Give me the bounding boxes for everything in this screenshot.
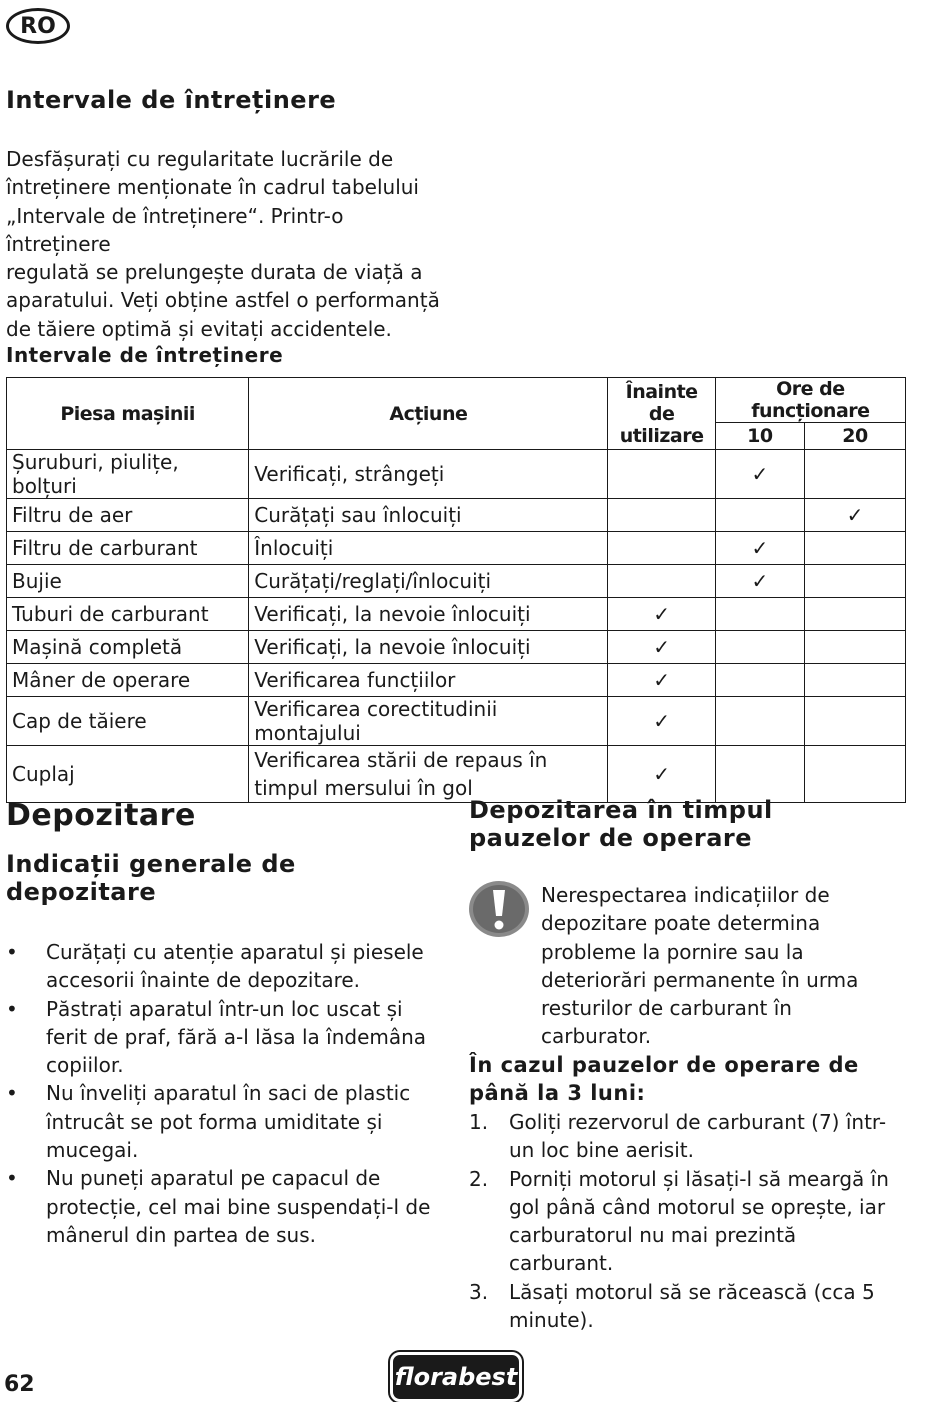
- intro-line: „Intervale de întreținere“. Printr-o întreținere: [6, 203, 344, 256]
- header-before-line1: Înainte de: [625, 380, 698, 425]
- step-text: Porniți motorul și lăsați-l să meargă în gol până când motorul se oprește, iar carburatorul nu mai prezintă carburant.: [509, 1166, 889, 1276]
- list-item-text: Nu înveliți aparatul în saci de plastic întrucât se pot forma umiditate și mucegai.: [46, 1081, 411, 1163]
- list-item-text: Păstrați aparatul într-un loc uscat și ferit de praf, fără a-l lăsa la îndemâna copiilor.: [46, 996, 427, 1078]
- table-header-row: [7, 378, 906, 423]
- intro-line: Desfășurați cu regularitate lucrările de: [6, 147, 394, 171]
- step-number: 3.: [469, 1279, 489, 1304]
- bullet-icon: •: [6, 996, 18, 1021]
- header-before-use: [608, 378, 715, 450]
- cell-h20: [805, 631, 906, 664]
- cell-part: Mâner de operare: [7, 664, 249, 697]
- cell-h20: [805, 598, 906, 631]
- cell-h10: [715, 631, 804, 664]
- cell-action-line: Verificarea stării de repaus în: [254, 748, 548, 772]
- table-row: [7, 565, 906, 598]
- cell-before: ✓: [608, 598, 715, 631]
- cell-part: Cuplaj: [7, 746, 249, 803]
- storage-bullet-list: [6, 938, 446, 1249]
- bullet-icon: •: [6, 1081, 18, 1106]
- step-text: Goliți rezervorul de carburant (7) într-un loc bine aerisit.: [509, 1110, 887, 1163]
- pause-subtitle: În cazul pauzelor de operare de până la 3 luni:: [469, 1053, 859, 1105]
- cell-h10: ✓: [715, 450, 804, 499]
- cell-h20: [805, 664, 906, 697]
- list-item: [6, 938, 446, 995]
- intro-line: aparatului. Veți obține astfel o performanță: [6, 288, 440, 313]
- cell-action: Verificați, strângeți: [249, 450, 608, 499]
- cell-h10: ✓: [715, 565, 804, 598]
- cell-part: Tuburi de carburant: [7, 598, 249, 631]
- cell-h20: [805, 565, 906, 598]
- cell-part: Mașină completă: [7, 631, 249, 664]
- cell-action-line: timpul mersului în gol: [254, 776, 473, 800]
- cell-action: [249, 746, 608, 803]
- step-text: Lăsați motorul să se răcească (cca 5 minute).: [509, 1279, 875, 1333]
- header-part: Piesa mașinii: [7, 378, 249, 450]
- cell-before: [608, 450, 715, 499]
- brand-logo: [390, 1352, 522, 1402]
- intro-line: întreținere menționate în cadrul tabelului: [6, 175, 419, 200]
- cell-h10: [715, 746, 804, 803]
- intro-line: de tăiere optimă și evitați accidentele.: [6, 316, 392, 341]
- list-item: [6, 1164, 446, 1249]
- logo-text: florabest: [394, 1363, 518, 1391]
- table-row: [7, 746, 906, 803]
- cell-h20: [805, 746, 906, 803]
- cell-h10: [715, 499, 804, 532]
- header-hours-10: 10: [715, 423, 804, 450]
- cell-before: [608, 499, 715, 532]
- cell-part: Bujie: [7, 565, 249, 598]
- list-item: [469, 1278, 889, 1335]
- cell-before: ✓: [608, 746, 715, 803]
- cell-before: ✓: [608, 664, 715, 697]
- list-item: [469, 1108, 889, 1165]
- cell-h20: ✓: [805, 499, 906, 532]
- cell-part: Filtru de aer: [7, 499, 249, 532]
- page-number: 62: [4, 1372, 35, 1397]
- cell-h10: [715, 598, 804, 631]
- cell-before: ✓: [608, 631, 715, 664]
- exclamation-icon: [468, 880, 530, 938]
- list-item: [6, 1079, 446, 1164]
- table-row: [7, 664, 906, 697]
- table-row: [7, 631, 906, 664]
- table-row: [7, 598, 906, 631]
- list-item: [6, 995, 446, 1080]
- cell-action: Curățați/reglați/înlocuiți: [249, 565, 608, 598]
- cell-h20: [805, 450, 906, 499]
- cell-part: Șuruburi, piulițe, bolțuri: [7, 450, 249, 499]
- cell-action: Verificarea funcțiilor: [249, 664, 608, 697]
- table-row: [7, 697, 906, 746]
- intro-line: regulată se prelungește durata de viață a: [6, 260, 423, 285]
- table-title: Intervale de întreținere: [6, 343, 284, 367]
- cell-part: Filtru de carburant: [7, 532, 249, 565]
- header-operating-hours: Ore de funcționare: [715, 378, 905, 423]
- list-item-text: Nu puneți aparatul pe capacul de protecție, cel mai bine suspendați-l de mânerul din partea de sus.: [46, 1166, 431, 1247]
- cell-before: [608, 565, 715, 598]
- list-item: [469, 1165, 889, 1278]
- cell-h20: [805, 697, 906, 746]
- storage-title: Depozitare: [6, 798, 196, 833]
- cell-part: Cap de tăiere: [7, 697, 249, 746]
- intro-paragraph: [6, 145, 446, 343]
- pause-steps-list: [469, 1108, 889, 1334]
- cell-h10: [715, 664, 804, 697]
- cell-before: [608, 532, 715, 565]
- general-storage-title: Indicații generale de depozitare: [6, 850, 296, 906]
- warning-text: Nerespectarea indicațiilor de depozitare poate determina probleme la pornire sau la deteriorări permanente în urma resturilor de carburant în carburator.: [541, 883, 859, 1049]
- cell-action: Curățați sau înlocuiți: [249, 499, 608, 532]
- cell-action: Verificați, la nevoie înlocuiți: [249, 598, 608, 631]
- cell-before: ✓: [608, 697, 715, 746]
- header-hours-20: 20: [805, 423, 906, 450]
- cell-h10: [715, 697, 804, 746]
- table-row: [7, 450, 906, 499]
- bullet-icon: •: [6, 940, 18, 964]
- bullet-icon: •: [6, 1166, 18, 1191]
- cell-h20: [805, 532, 906, 565]
- header-before-line2: utilizare: [619, 424, 704, 447]
- cell-action: Verificarea corectitudinii montajului: [249, 697, 608, 746]
- cell-h10: ✓: [715, 532, 804, 565]
- maintenance-table: [6, 377, 906, 803]
- table-row: [7, 532, 906, 565]
- pause-storage-title: Depozitarea în timpul pauzelor de operare: [469, 796, 773, 852]
- cell-action: Înlocuiți: [249, 532, 608, 565]
- header-action: Acțiune: [249, 378, 608, 450]
- section-title-maintenance: Intervale de întreținere: [6, 86, 337, 114]
- table-row: [7, 499, 906, 532]
- step-number: 1.: [469, 1110, 489, 1134]
- cell-action: Verificați, la nevoie înlocuiți: [249, 631, 608, 664]
- language-badge: RO: [6, 8, 70, 44]
- step-number: 2.: [469, 1166, 489, 1191]
- list-item-text: Curățați cu atenție aparatul și piesele accesorii înainte de depozitare.: [46, 940, 424, 993]
